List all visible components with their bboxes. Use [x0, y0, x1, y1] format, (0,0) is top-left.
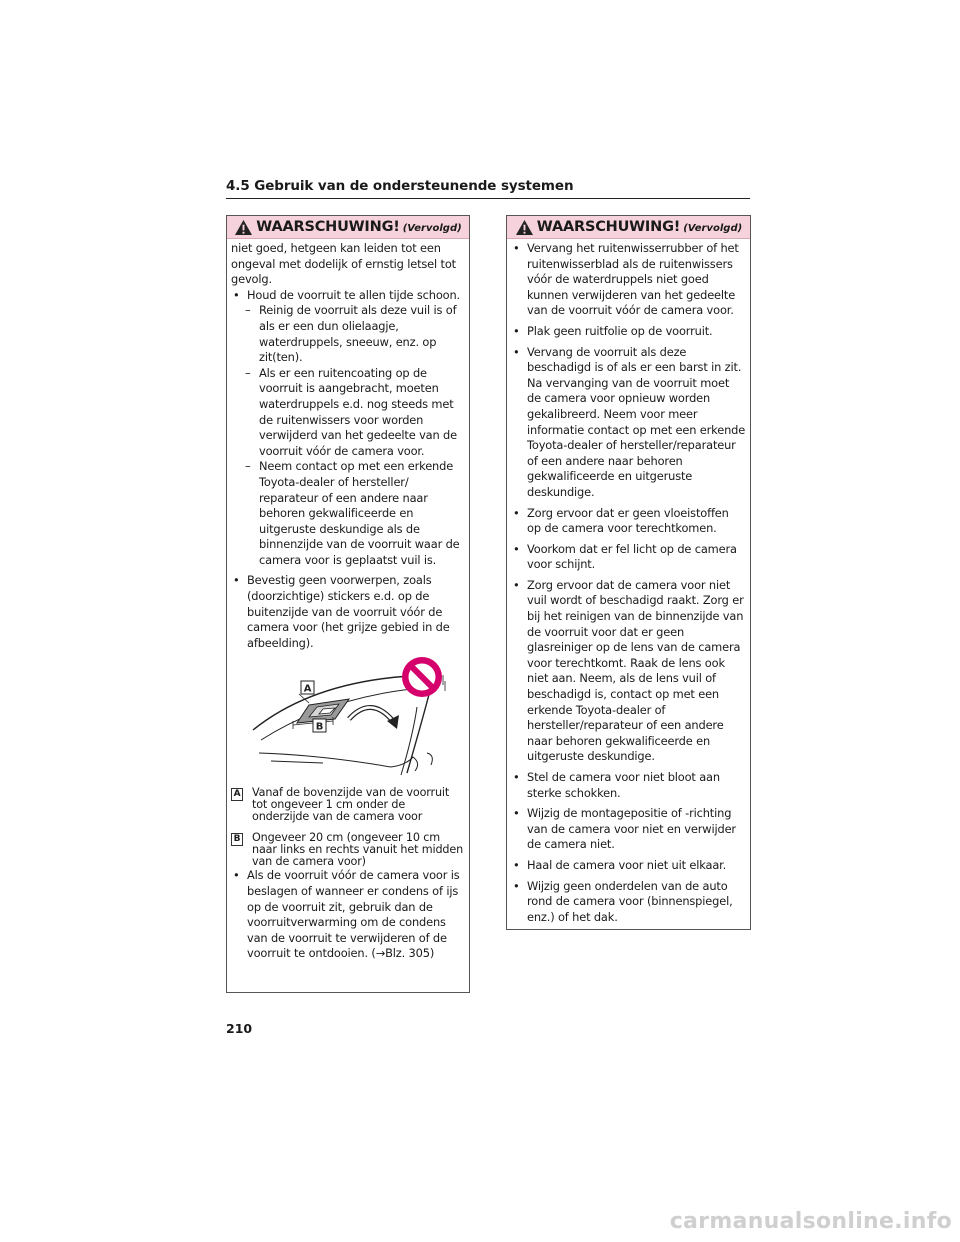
- legend-b-marker: B: [231, 833, 243, 846]
- figure-label-b: B: [315, 721, 324, 733]
- dash-item: – Als er een ruitencoating op de voorruit is aangebracht, moeten waterdruppels e.d. nog steeds met de ruitenwissers voor worden verwijderd van het gedeelte van de voorruit vóór de camera voor.: [231, 366, 465, 460]
- legend-b-text: Ongeveer 20 cm (ongeveer 10 cm naar links en rechts vanuit het midden van de camera voor): [252, 831, 464, 869]
- bullet-item: • Zorg ervoor dat er geen vloeistoffen op de camera voor terechtkomen.: [511, 506, 746, 537]
- warning-triangle-icon: [515, 219, 534, 236]
- warning-box-left: [226, 215, 470, 993]
- legend-b: [231, 832, 465, 868]
- bullet-item: • Vervang de voorruit als deze beschadigd is of als er een barst in zit. Na vervanging van de voorruit moet de camera voor opnieuw worden gekalibreerd. Neem voor meer informatie contact op met een erkende Toyota-dealer of hersteller/reparateur of een andere naar behoren gekwalificeerde en uitgeruste deskundige.: [511, 345, 746, 501]
- bullet-item: • Wijzig geen onderdelen van de auto rond de camera voor (binnenspiegel, enz.) of het dak.: [511, 879, 746, 926]
- page-number: 210: [226, 1021, 253, 1036]
- warning-content: [227, 239, 469, 962]
- windshield-illustration: [231, 655, 467, 780]
- warning-continued: (Vervolgd): [402, 223, 462, 234]
- section-header: 4.5 Gebruik van de ondersteunende systemen: [226, 178, 574, 194]
- legend-a-text: Vanaf de bovenzijde van de voorruit tot ongeveer 1 cm onder de onderzijde van de camera voor: [252, 786, 450, 824]
- warning-triangle-icon: [234, 219, 253, 236]
- dash-item: – Neem contact op met een erkende Toyota-dealer of hersteller/ reparateur of een andere naar behoren gekwalificeerde en uitgeruste deskundige als de binnenzijde van de voorruit waar de camera voor is geplaatst vuil is.: [231, 459, 465, 568]
- warning-content: [507, 239, 750, 925]
- bullet-item: • Zorg ervoor dat de camera voor niet vuil wordt of beschadigd raakt. Zorg er bij het reinigen van de binnenzijde van de voorruit voor dat er geen glasreiniger op de lens van de camera voor terechtkomt. Raak de lens ook niet aan. Neem, als de lens vuil of beschadigd is, contact op met een erkende Toyota-dealer of hersteller/reparateur of een andere naar behoren gekwalificeerde en uitgeruste deskundige.: [511, 578, 746, 765]
- bullet-item: • Wijzig de montagepositie of -richting van de camera voor niet en verwijder de camera niet.: [511, 806, 746, 853]
- section-divider: [226, 198, 750, 199]
- watermark: carmanualsonline.info: [669, 1209, 952, 1234]
- figure-label-a: A: [303, 683, 312, 695]
- bullet-item: • Stel de camera voor niet bloot aan sterke schokken.: [511, 770, 746, 801]
- bullet-item: • Houd de voorruit te allen tijde schoon.: [231, 288, 465, 304]
- bullet-item: • Vervang het ruitenwisserrubber of het ruitenwisserblad als de ruitenwissers vóór de waterdruppels niet goed kunnen verwijderen van het gedeelte van de voorruit vóór de camera voor.: [511, 241, 746, 319]
- warning-continued: (Vervolgd): [683, 223, 743, 234]
- bullet-item: • Bevestig geen voorwerpen, zoals (doorzichtige) stickers e.d. op de buitenzijde van de voorruit vóór de camera voor (het grijze gebied in de afbeelding).: [231, 573, 465, 651]
- windshield-drawing: [231, 655, 467, 780]
- bullet-item: • Als de voorruit vóór de camera voor is beslagen of wanneer er condens of ijs op de voorruit zit, gebruik dan de voorruitverwarming om de condens van de voorruit te verwijderen of de voorruit te ontdooien. (→Blz. 305): [231, 868, 465, 962]
- bullet-item: • Voorkom dat er fel licht op de camera voor schijnt.: [511, 542, 746, 573]
- legend-a-marker: A: [231, 788, 243, 801]
- warning-box-right: [506, 215, 751, 930]
- warning-header: [507, 216, 750, 239]
- dash-item: – Reinig de voorruit als deze vuil is of als er een dun olielaagje, waterdruppels, sneeuw, enz. op zit(ten).: [231, 303, 465, 365]
- bullet-item: • Haal de camera voor niet uit elkaar.: [511, 858, 746, 874]
- warning-title: WAARSCHUWING!: [536, 219, 681, 235]
- bullet-item: • Plak geen ruitfolie op de voorruit.: [511, 324, 746, 340]
- intro-text: niet goed, hetgeen kan leiden tot een ongeval met dodelijk of ernstig letsel tot gevolg.: [231, 241, 456, 287]
- legend-a: [231, 787, 465, 823]
- warning-title: WAARSCHUWING!: [256, 219, 400, 235]
- warning-header: [227, 216, 469, 239]
